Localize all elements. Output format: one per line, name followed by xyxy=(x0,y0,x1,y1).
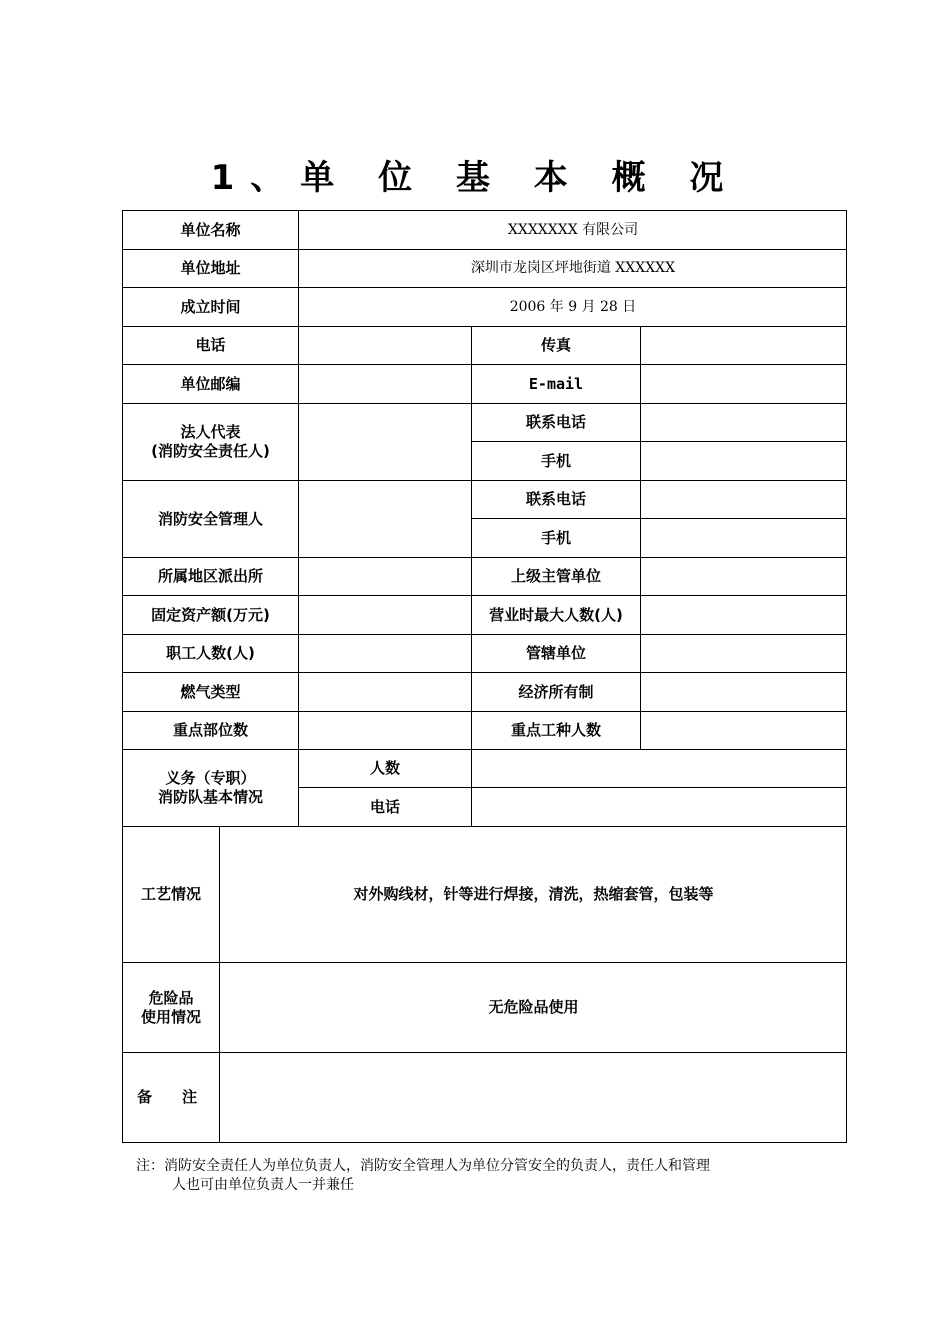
remarks-label xyxy=(123,1053,220,1142)
jurisdiction-value[interactable] xyxy=(641,635,847,673)
police-station-value[interactable] xyxy=(299,558,472,596)
phone-label: 电话 xyxy=(123,327,299,365)
remarks-label-part-2: 注 xyxy=(182,1088,198,1106)
gas-type-value[interactable] xyxy=(299,673,472,712)
unit-address-label: 单位地址 xyxy=(123,250,299,288)
safety-manager-contact-phone-label: 联系电话 xyxy=(472,481,641,519)
footnote xyxy=(136,1157,836,1195)
hazardous-value[interactable]: 无危险品使用 xyxy=(220,963,847,1053)
gas-type-label: 燃气类型 xyxy=(123,673,299,712)
email-value[interactable] xyxy=(641,365,847,404)
page-title: 1、单 位 基 本 概 况 xyxy=(210,158,740,198)
legal-rep-mobile-value[interactable] xyxy=(641,442,847,481)
hazardous-label-line-2: 使用情况 xyxy=(140,1007,201,1026)
fax-value[interactable] xyxy=(641,327,847,365)
staff-count-label: 职工人数(人) xyxy=(123,635,299,673)
legal-rep-value[interactable] xyxy=(299,404,472,481)
phone-value[interactable] xyxy=(299,327,472,365)
unit-info-table xyxy=(122,210,847,1143)
police-station-label: 所属地区派出所 xyxy=(123,558,299,596)
key-workers-label: 重点工种人数 xyxy=(472,712,641,750)
legal-rep-label xyxy=(123,404,299,481)
process-label: 工艺情况 xyxy=(123,827,220,963)
safety-manager-value[interactable] xyxy=(299,481,472,558)
superior-unit-value[interactable] xyxy=(641,558,847,596)
fire-team-label-line-1: 义务（专职） xyxy=(165,769,256,787)
legal-rep-mobile-label: 手机 xyxy=(472,442,641,481)
max-persons-label: 营业时最大人数(人) xyxy=(472,596,641,635)
jurisdiction-label: 管辖单位 xyxy=(472,635,641,673)
unit-address-value[interactable]: 深圳市龙岗区坪地街道 XXXXXX xyxy=(299,250,847,288)
safety-manager-mobile-label: 手机 xyxy=(472,519,641,558)
fax-label: 传真 xyxy=(472,327,641,365)
max-persons-value[interactable] xyxy=(641,596,847,635)
fire-team-count-value[interactable] xyxy=(472,750,847,788)
postcode-label: 单位邮编 xyxy=(123,365,299,404)
postcode-value[interactable] xyxy=(299,365,472,404)
safety-manager-mobile-value[interactable] xyxy=(641,519,847,558)
founded-value[interactable]: 2006 年 9 月 28 日 xyxy=(299,288,847,327)
legal-rep-contact-phone-label: 联系电话 xyxy=(472,404,641,442)
remarks-value[interactable] xyxy=(220,1053,847,1142)
footnote-line-1: 注：消防安全责任人为单位负责人，消防安全管理人为单位分管安全的负责人，责任人和管理 xyxy=(136,1158,710,1174)
fixed-assets-value[interactable] xyxy=(299,596,472,635)
founded-label: 成立时间 xyxy=(123,288,299,327)
fire-team-label-line-2: 消防队基本情况 xyxy=(157,788,263,806)
email-label: E-mail xyxy=(472,365,641,404)
key-parts-label: 重点部位数 xyxy=(123,712,299,750)
key-workers-value[interactable] xyxy=(641,712,847,750)
unit-name-label: 单位名称 xyxy=(123,211,299,250)
safety-manager-label: 消防安全管理人 xyxy=(123,481,299,558)
fire-team-phone-label: 电话 xyxy=(299,788,472,827)
staff-count-value[interactable] xyxy=(299,635,472,673)
remarks-label-part-1: 备 xyxy=(137,1088,153,1106)
process-value[interactable]: 对外购线材，针等进行焊接，清洗，热缩套管，包装等 xyxy=(220,827,847,963)
hazardous-label-line-1: 危险品 xyxy=(148,988,194,1007)
safety-manager-contact-phone-value[interactable] xyxy=(641,481,847,519)
legal-rep-label-line-2: (消防安全责任人) xyxy=(151,442,270,460)
fire-team-count-label: 人数 xyxy=(299,750,472,788)
ownership-value[interactable] xyxy=(641,673,847,712)
key-parts-value[interactable] xyxy=(299,712,472,750)
ownership-label: 经济所有制 xyxy=(472,673,641,712)
hazardous-label xyxy=(123,963,220,1053)
fire-team-label xyxy=(123,750,299,827)
fire-team-phone-value[interactable] xyxy=(472,788,847,827)
footnote-line-2: 人也可由单位负责人一并兼任 xyxy=(172,1177,354,1193)
superior-unit-label: 上级主管单位 xyxy=(472,558,641,596)
unit-name-value[interactable]: XXXXXXX 有限公司 xyxy=(299,211,847,250)
legal-rep-contact-phone-value[interactable] xyxy=(641,404,847,442)
fixed-assets-label: 固定资产额(万元) xyxy=(123,596,299,635)
legal-rep-label-line-1: 法人代表 xyxy=(180,423,241,441)
